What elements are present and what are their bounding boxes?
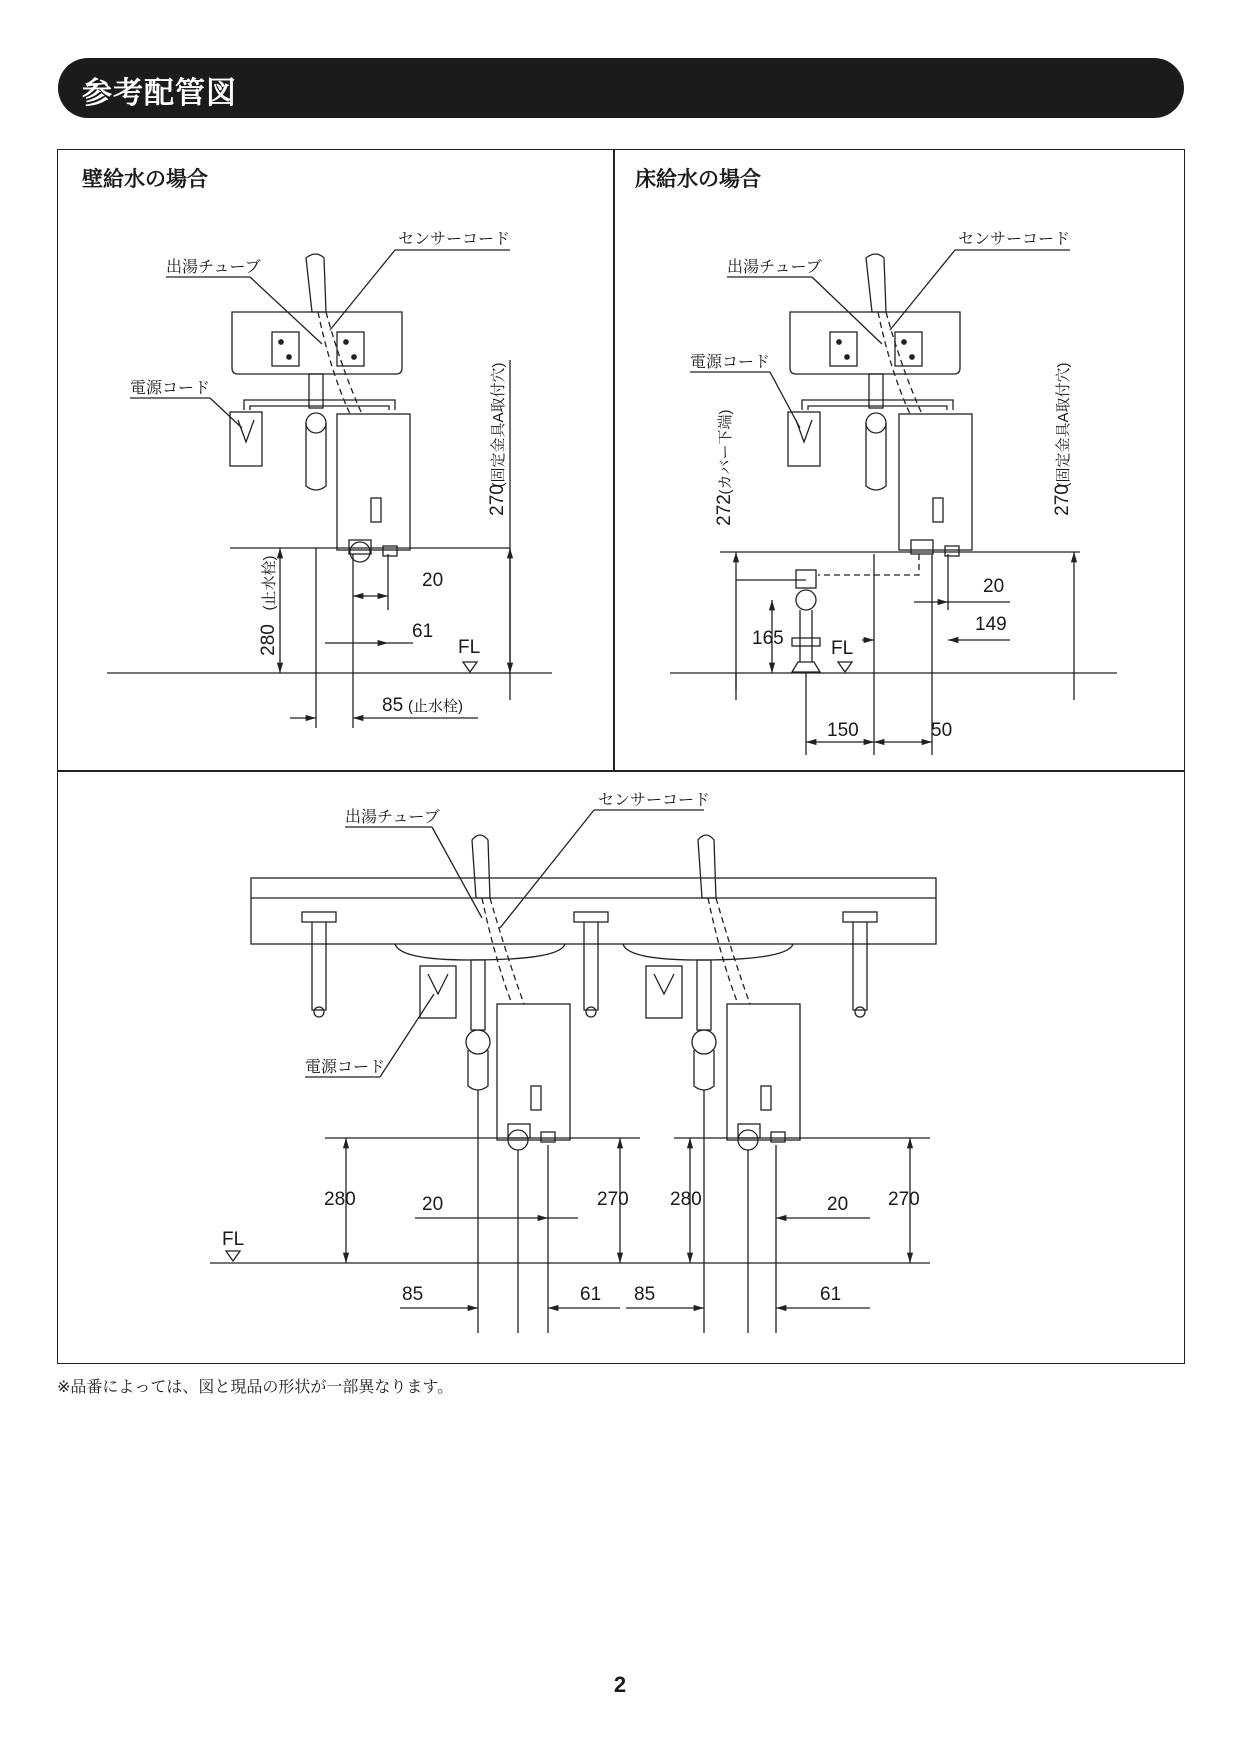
- wall-basin: [232, 312, 402, 374]
- counter-panel-text: [222, 792, 920, 1305]
- floor-panel-title: 床給水の場合: [635, 167, 761, 191]
- counter-left-dim-280: 280: [324, 1189, 356, 1210]
- floor-dim-150: 150: [827, 720, 859, 741]
- counter-right-dim-61: 61: [820, 1284, 842, 1305]
- counter-left-dim-270: 270: [597, 1189, 629, 1210]
- floor-dim-272: 272: [714, 494, 735, 526]
- wall-power-cord-label: 電源コード: [130, 380, 211, 397]
- counter-bracket-3: [843, 912, 877, 1017]
- wall-dim-20: 20: [422, 570, 444, 591]
- floor-dim-50: 50: [931, 720, 953, 741]
- counter-power-cord-label: 電源コード: [305, 1059, 386, 1076]
- counter-left-dim-20: 20: [422, 1194, 444, 1215]
- page-number: 2: [613, 1672, 627, 1697]
- counter-basin-right: [623, 944, 793, 960]
- section-title: 参考配管図: [82, 76, 237, 111]
- floor-sensor-cord-label: センサーコード: [958, 231, 1071, 248]
- wall-outlet-box: [230, 412, 262, 466]
- floor-dim-165: 165: [752, 628, 784, 649]
- wall-dim-85: 85: [382, 695, 404, 716]
- floor-dim-272-note: (カバー下端): [717, 409, 734, 495]
- counter-basin-left: [395, 944, 565, 960]
- floor-dim-20: 20: [983, 576, 1005, 597]
- wall-controller-unit: [337, 414, 410, 550]
- floor-faucet: [866, 254, 886, 312]
- counter-left-dim-61: 61: [580, 1284, 602, 1305]
- counter-left-dim-85: 85: [402, 1284, 424, 1305]
- floor-fl-label: FL: [831, 638, 854, 659]
- floor-panel-drawing: [670, 250, 1117, 755]
- floor-controller-unit: [899, 414, 972, 550]
- wall-panel-title: 壁給水の場合: [82, 167, 208, 191]
- counter-right-dim-280: 280: [670, 1189, 702, 1210]
- wall-sensor-cord-label: センサーコード: [398, 231, 511, 248]
- counter-controller-right: [727, 1004, 800, 1140]
- counter-sensor-cord-label: センサーコード: [598, 792, 711, 809]
- wall-dim-280-note: (止水栓): [261, 555, 278, 611]
- wall-panel-drawing: [107, 250, 552, 728]
- floor-outlet-tube-label: 出湯チューブ: [727, 259, 822, 276]
- wall-fl-label: FL: [458, 637, 481, 658]
- counter-right-dim-85: 85: [634, 1284, 656, 1305]
- counter-right-dim-20: 20: [827, 1194, 849, 1215]
- counter-faucet-right: [698, 835, 716, 898]
- wall-mount-plate-left: [272, 332, 299, 366]
- floor-basin: [790, 312, 960, 374]
- wall-dim-270-note: (固定金具A取付穴): [490, 362, 507, 488]
- counter-right-dim-270: 270: [888, 1189, 920, 1210]
- wall-drain: [309, 374, 323, 408]
- counter-controller-left: [497, 1004, 570, 1140]
- wall-panel-text: [130, 231, 510, 716]
- wall-faucet: [306, 254, 326, 312]
- counter-fl-label: FL: [222, 1229, 245, 1250]
- floor-panel-text: [690, 231, 1073, 741]
- counter-slab: [251, 878, 936, 944]
- floor-dim-270-note: (固定金具A取付穴): [1055, 362, 1072, 488]
- counter-bracket-2: [574, 912, 608, 1017]
- floor-dim-270: 270: [1052, 484, 1073, 516]
- wall-outlet-tube-label: 出湯チューブ: [166, 259, 261, 276]
- floor-dim-149: 149: [975, 614, 1007, 635]
- counter-faucet-left: [472, 835, 490, 898]
- counter-outlet-tube-label: 出湯チューブ: [345, 809, 440, 826]
- footnote: ※品番によっては、図と現品の形状が一部異なります。: [57, 1377, 454, 1396]
- wall-dim-270: 270: [487, 484, 508, 516]
- wall-dim-85-note: (止水栓): [408, 698, 463, 715]
- wall-dim-61: 61: [412, 621, 434, 642]
- counter-bracket-1: [302, 912, 336, 1017]
- floor-power-cord-label: 電源コード: [690, 354, 771, 371]
- wall-dim-280: 280: [258, 624, 279, 656]
